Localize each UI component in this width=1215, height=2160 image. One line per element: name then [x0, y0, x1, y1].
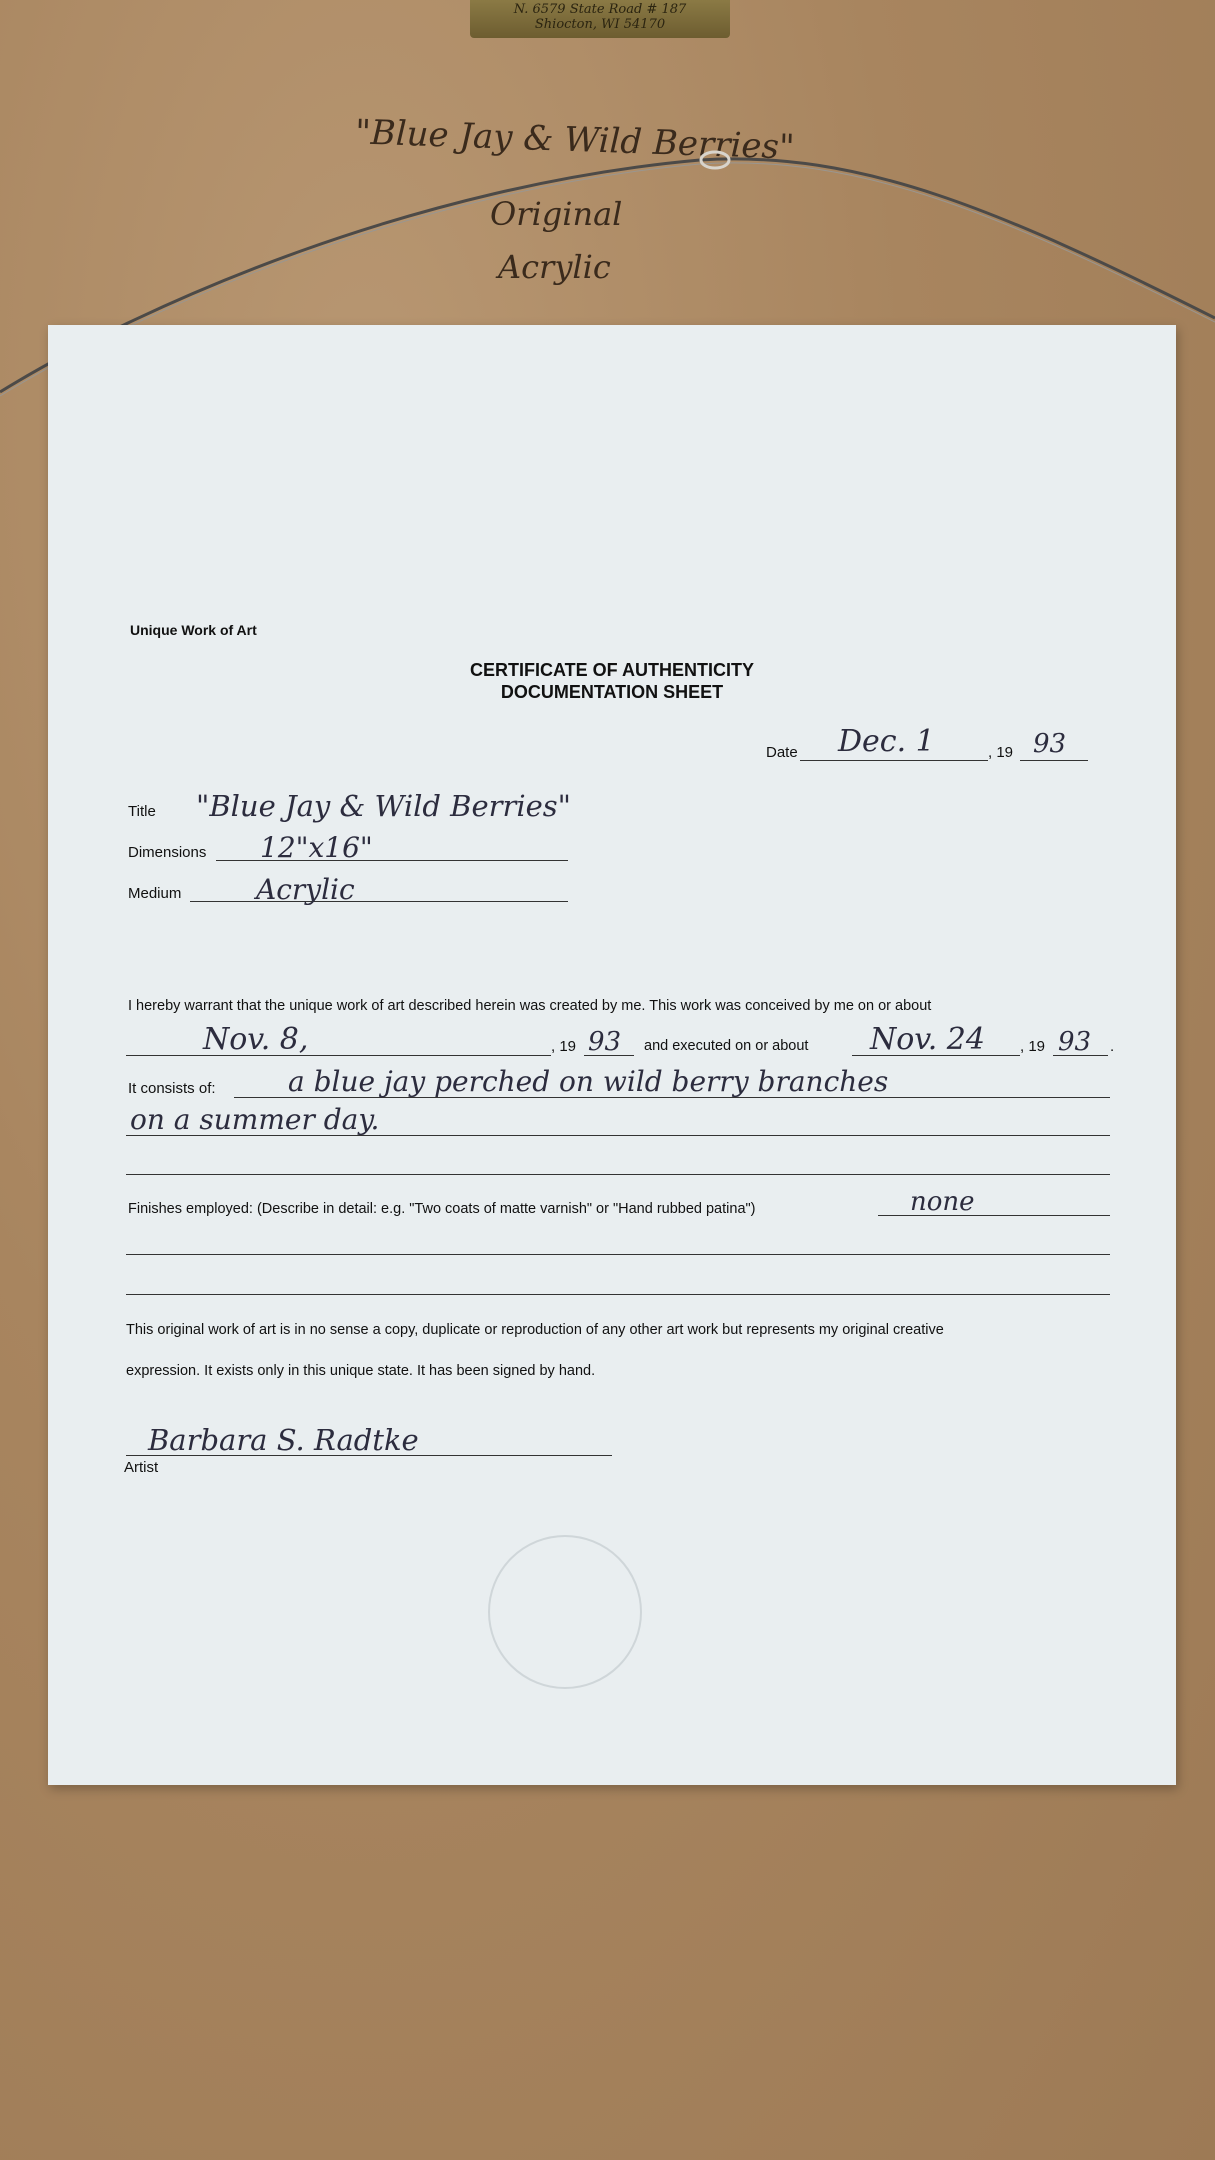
consists-value-1: a blue jay perched on wild berry branches: [288, 1065, 889, 1098]
date-line: [800, 760, 988, 761]
medium-line: [190, 901, 568, 902]
year-prefix-1: , 19: [551, 1038, 577, 1055]
date-year-line: [1020, 760, 1088, 761]
executed-year: 93: [1058, 1027, 1092, 1057]
embossed-seal: [488, 1535, 642, 1689]
year-prefix-2: , 19: [1020, 1038, 1046, 1055]
executed-value: Nov. 24: [870, 1022, 985, 1057]
date-year-value: 93: [1033, 729, 1067, 759]
unique-work-label: Unique Work of Art: [130, 622, 257, 638]
title-value: "Blue Jay & Wild Berries": [196, 789, 572, 823]
date-year-prefix: , 19: [988, 744, 1014, 761]
originality-statement-line-2: expression. It exists only in this unique state. It has been signed by hand.: [126, 1363, 596, 1379]
certificate-title: CERTIFICATE OF AUTHENTICITY: [470, 660, 754, 680]
finishes-value: none: [910, 1187, 975, 1217]
backing-medium-note: Acrylic: [498, 248, 611, 286]
finishes-line-3: [126, 1294, 1110, 1295]
dimensions-label: Dimensions: [128, 844, 207, 861]
conceived-value: Nov. 8,: [203, 1022, 309, 1057]
date-label: Date: [766, 744, 798, 761]
plate-address-line-1: N. 6579 State Road # 187: [513, 2, 687, 17]
executed-label: and executed on or about: [644, 1038, 809, 1054]
consists-label: It consists of:: [128, 1080, 216, 1097]
title-label: Title: [128, 803, 156, 820]
medium-value: Acrylic: [256, 873, 355, 906]
certificate-sheet: [48, 325, 1176, 1785]
medium-label: Medium: [128, 885, 182, 902]
backing-original-note: Original: [490, 195, 623, 233]
artist-signature: Barbara S. Radtke: [148, 1423, 419, 1457]
warrant-statement: I hereby warrant that the unique work of art described herein was created by me. This work was conceived by me on or about: [128, 998, 932, 1014]
dimensions-value: 12"x16": [260, 831, 373, 864]
consists-line-3: [126, 1174, 1110, 1175]
conceived-year: 93: [588, 1027, 622, 1057]
finishes-label: Finishes employed: (Describe in detail: e.g. "Two coats of matte varnish" or "Hand rubbed patina"): [128, 1201, 756, 1217]
consists-value-2: on a summer day.: [130, 1103, 380, 1136]
backing-title-note: "Blue Jay & Wild Berries": [354, 112, 796, 168]
conceived-line: [126, 1055, 551, 1056]
plate-address-line-2: Shiocton, WI 54170: [534, 17, 666, 32]
certificate-subtitle: DOCUMENTATION SHEET: [500, 682, 724, 702]
artist-label: Artist: [124, 1459, 159, 1476]
sentence-period: .: [1110, 1038, 1115, 1055]
originality-statement-line-1: This original work of art is in no sense a copy, duplicate or reproduction of any other art work but represents my original creative: [126, 1322, 944, 1338]
date-value: Dec. 1: [838, 724, 935, 759]
finishes-line-2: [126, 1254, 1110, 1255]
